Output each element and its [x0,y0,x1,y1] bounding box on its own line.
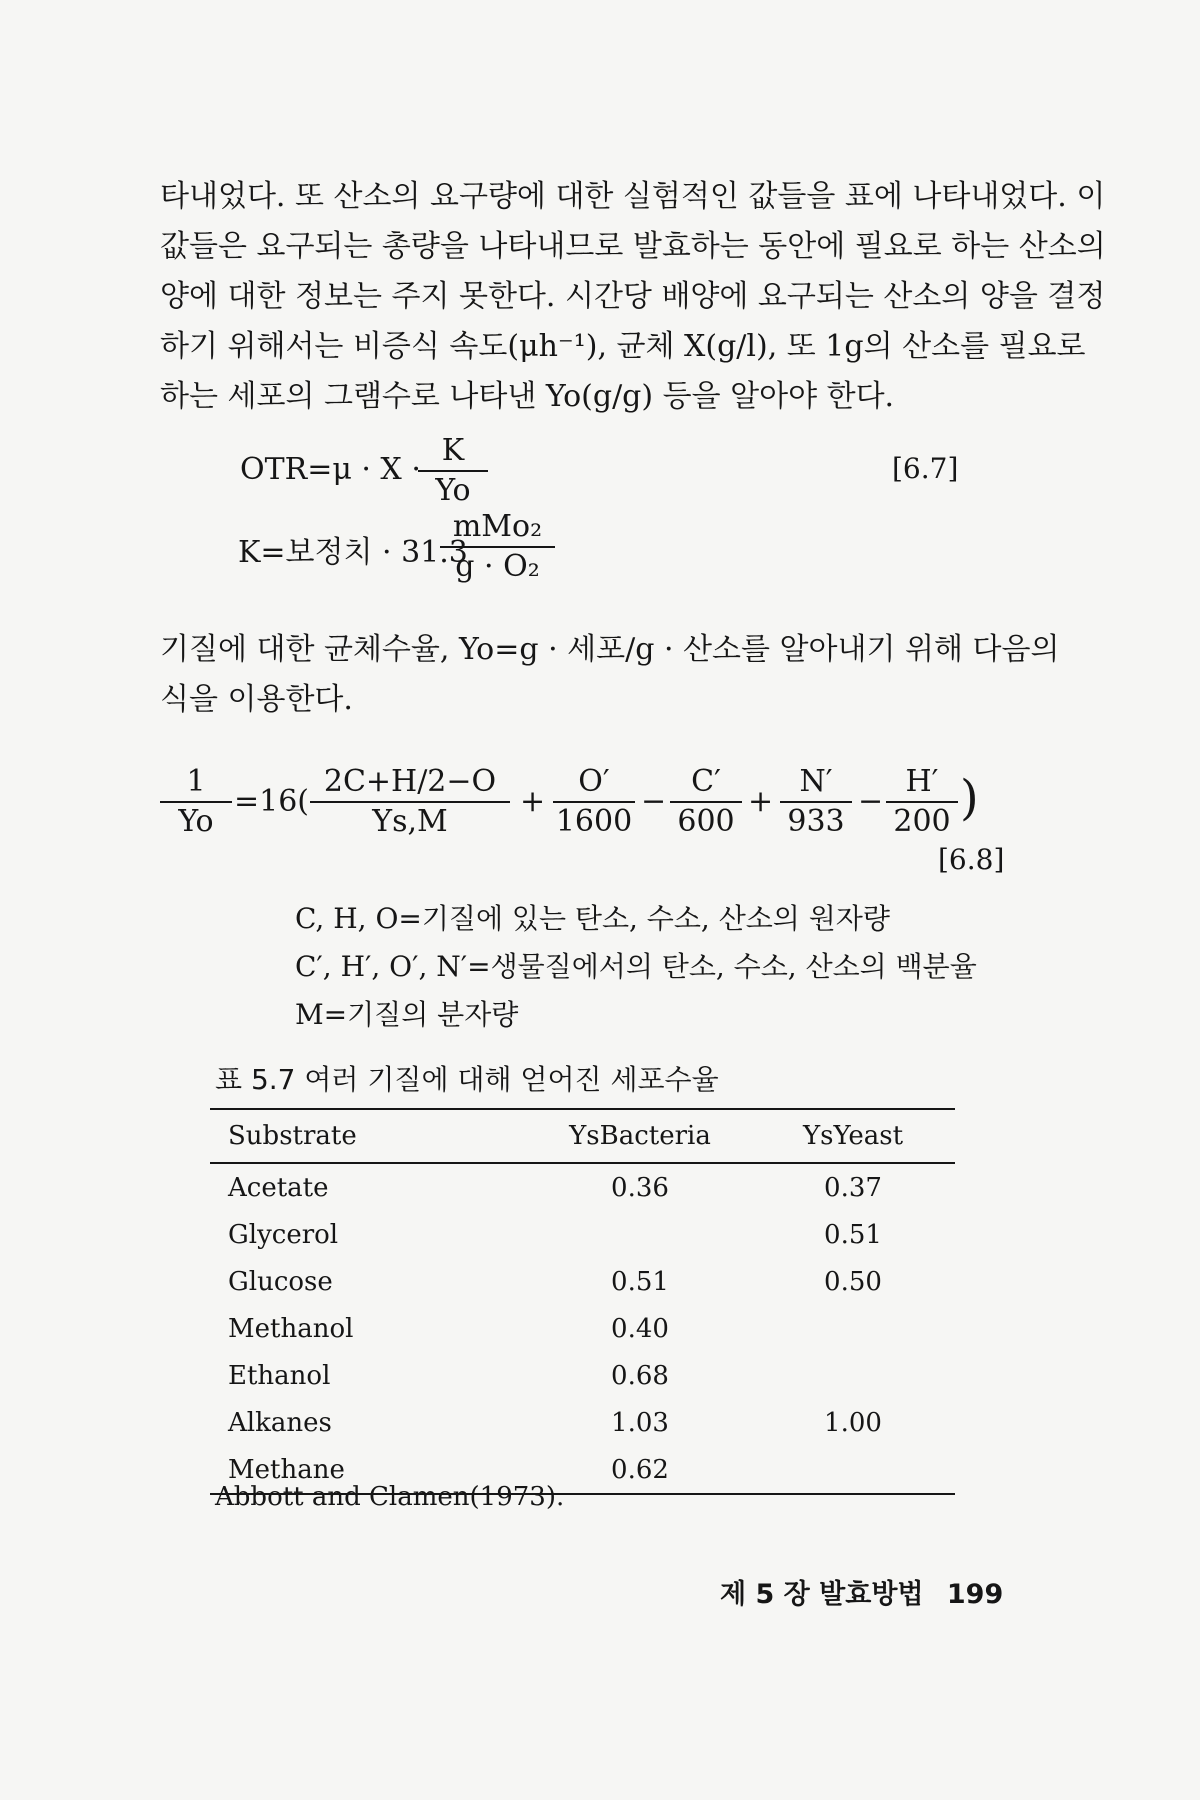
denominator: 933 [787,804,845,839]
yeast-yield-cell [751,1446,955,1494]
yeast-yield-cell: 0.50 [824,1266,882,1297]
substrate-cell: Glycerol [228,1219,339,1250]
table-row [210,1258,955,1305]
definition-line: C′, H′, O′, N′=생물질에서의 탄소, 수소, 산소의 백분율 [295,950,977,983]
denominator: 600 [677,804,735,839]
table-header-row [210,1109,955,1163]
equation-number: [6.8] [938,843,1005,876]
table-row [210,1352,955,1399]
close-paren: ) [960,770,979,826]
header-ys-yeast: YsYeast [751,1109,955,1163]
bacteria-yield-cell: 0.36 [611,1172,669,1203]
numerator: N′ [780,763,852,803]
otr-lhs: OTR=μ · X · [240,452,421,487]
substrate-cell: Glucose [228,1266,333,1297]
table-caption: 표 5.7 여러 기질에 대해 얻어진 세포수율 [215,1063,719,1096]
equals-16: =16( [234,784,310,819]
bacteria-yield-cell: 0.68 [611,1360,669,1391]
minus-sign: − [641,784,667,819]
fraction-mmo2-over-go2 [440,508,555,586]
text-line: 값들은 요구되는 총량을 나타내므로 발효하는 동안에 필요로 하는 산소의 [160,229,1106,264]
table-source: Abbott and Clamen(1973). [215,1482,565,1512]
plus-sign: + [520,784,546,819]
substrate-cell: Methanol [228,1313,354,1344]
yeast-yield-cell: 1.00 [824,1407,882,1438]
chapter-title: 제 5 장 발효방법 [720,1579,924,1610]
paragraph-yield [160,625,1060,725]
numerator: 2C+H/2−O [310,763,510,803]
plus-sign: + [748,784,774,819]
text-line: 기질에 대한 균체수율, Yo=g · 세포/g · 산소를 알아내기 위해 다음의 [160,632,1060,667]
numerator: C′ [670,763,742,803]
header-substrate: Substrate [210,1109,529,1163]
substrate-cell: Ethanol [228,1360,331,1391]
fraction-n-term [780,763,852,841]
text-line: 식을 이용한다. [160,682,353,717]
denominator: Yo [435,473,471,508]
header-ys-bacteria: YsBacteria [529,1109,751,1163]
fraction-h-term [886,763,958,841]
cell-yield-table [210,1108,955,1495]
numerator: 1 [160,763,232,803]
definition-line: C, H, O=기질에 있는 탄소, 수소, 산소의 원자량 [295,902,890,935]
numerator: mMo₂ [440,508,555,548]
fraction-o-term [553,763,635,841]
fraction-k-over-yo [418,432,488,510]
text-line: 양에 대한 정보는 주지 못한다. 시간당 배양에 요구되는 산소의 양을 결정 [160,279,1106,314]
fraction-1-over-yo [160,763,232,841]
table-row [210,1305,955,1352]
bacteria-yield-cell: 0.51 [611,1266,669,1297]
denominator: Yo [178,804,214,839]
bacteria-yield-cell: 1.03 [611,1407,669,1438]
substrate-cell: Alkanes [228,1407,332,1438]
text-line: 하기 위해서는 비증식 속도(μh⁻¹), 균체 X(g/l), 또 1g의 산소를 필요로 [160,329,1086,364]
denominator: 1600 [555,804,633,839]
equation-number: [6.7] [892,452,959,485]
bacteria-yield-cell: 0.40 [611,1313,669,1344]
denominator: 200 [893,804,951,839]
numerator: K [418,432,488,472]
page-footer [720,1572,1003,1611]
denominator: Ys,M [372,804,448,839]
definition-line: M=기질의 분자량 [295,998,519,1031]
minus-sign: − [858,784,884,819]
yeast-yield-cell [751,1305,955,1352]
fraction-c-term [670,763,742,841]
variable-definitions [295,895,977,1039]
fraction-substrate-term [310,763,510,841]
text-line: 하는 세포의 그램수로 나타낸 Yo(g/g) 등을 알아야 한다. [160,379,895,414]
page-number: 199 [946,1579,1004,1610]
yeast-yield-cell: 0.37 [824,1172,882,1203]
denominator: g · O₂ [455,549,540,584]
numerator: H′ [886,763,958,803]
paragraph-oxygen-demand [160,172,1106,422]
numerator: O′ [553,763,635,803]
bacteria-yield-cell [529,1211,751,1258]
table-row [210,1399,955,1446]
k-definition-lhs: K=보정치 · 31.3 [238,535,468,570]
text-line: 타내었다. 또 산소의 요구량에 대한 실험적인 값들을 표에 나타내었다. 이 [160,179,1106,214]
substrate-cell: Methane [210,1446,529,1494]
table-row [210,1163,955,1211]
bacteria-yield-cell: 0.62 [529,1446,751,1494]
yeast-yield-cell [751,1352,955,1399]
substrate-cell: Acetate [228,1172,329,1203]
table-row [210,1211,955,1258]
yeast-yield-cell: 0.51 [824,1219,882,1250]
